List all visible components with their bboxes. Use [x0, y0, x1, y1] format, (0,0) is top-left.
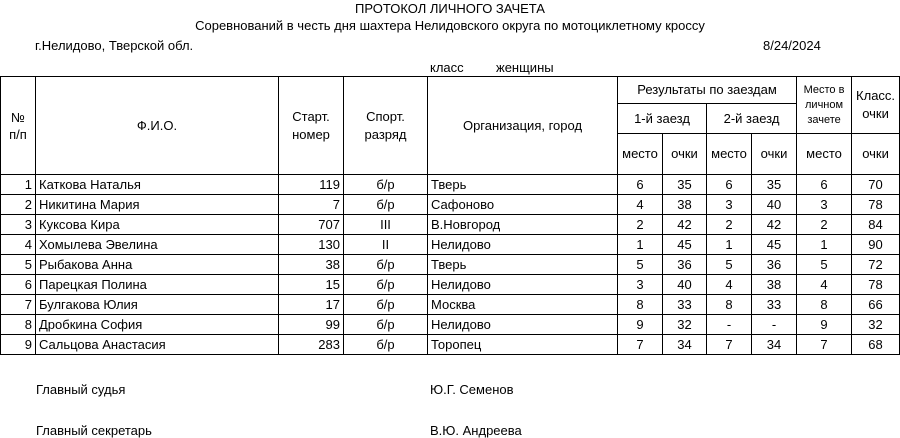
page-title: ПРОТОКОЛ ЛИЧНОГО ЗАЧЕТА — [355, 1, 545, 16]
row-name: Хомылева Эвелина — [36, 235, 279, 255]
row-race2-points: - — [752, 315, 797, 335]
row-org: Тверь — [428, 175, 618, 195]
table-row — [1, 275, 900, 295]
row-final-place: 4 — [797, 275, 852, 295]
row-race1-points: 33 — [663, 295, 707, 315]
row-race1-place: 9 — [618, 315, 663, 335]
row-start: 283 — [279, 335, 344, 355]
table-row — [1, 175, 900, 195]
row-race1-points: 45 — [663, 235, 707, 255]
row-start: 7 — [279, 195, 344, 215]
table-row — [1, 195, 900, 215]
row-num: 5 — [1, 255, 36, 275]
row-rank: б/р — [344, 255, 428, 275]
row-final-place: 5 — [797, 255, 852, 275]
row-start: 130 — [279, 235, 344, 255]
row-num: 3 — [1, 215, 36, 235]
row-race2-points: 36 — [752, 255, 797, 275]
row-num: 2 — [1, 195, 36, 215]
row-name: Куксова Кира — [36, 215, 279, 235]
row-race1-place: 4 — [618, 195, 663, 215]
row-race1-place: 8 — [618, 295, 663, 315]
row-class-points: 72 — [852, 255, 900, 275]
row-org: Нелидово — [428, 315, 618, 335]
row-final-place: 2 — [797, 215, 852, 235]
row-race2-place: 5 — [707, 255, 752, 275]
row-race2-place: 4 — [707, 275, 752, 295]
row-org: Сафоново — [428, 195, 618, 215]
row-race2-points: 45 — [752, 235, 797, 255]
row-race1-points: 32 — [663, 315, 707, 335]
row-rank: II — [344, 235, 428, 255]
row-num: 7 — [1, 295, 36, 315]
row-num: 1 — [1, 175, 36, 195]
col-header-results: Результаты по заездам — [618, 77, 797, 104]
col-header-race1-place: место — [618, 134, 663, 175]
col-header-race2-place: место — [707, 134, 752, 175]
chief-judge-name: Ю.Г. Семенов — [430, 382, 514, 397]
row-race2-points: 40 — [752, 195, 797, 215]
col-header-final-points: очки — [852, 134, 900, 175]
row-class-points: 84 — [852, 215, 900, 235]
row-name: Булгакова Юлия — [36, 295, 279, 315]
row-race1-points: 40 — [663, 275, 707, 295]
row-class-points: 90 — [852, 235, 900, 255]
row-race2-place: 7 — [707, 335, 752, 355]
row-rank: б/р — [344, 175, 428, 195]
row-race1-points: 34 — [663, 335, 707, 355]
results-table — [0, 76, 900, 355]
row-race1-place: 3 — [618, 275, 663, 295]
table-row — [1, 215, 900, 235]
row-race1-points: 38 — [663, 195, 707, 215]
col-header-race1: 1-й заезд — [618, 104, 707, 134]
row-race2-points: 35 — [752, 175, 797, 195]
table-row — [1, 255, 900, 275]
row-num: 6 — [1, 275, 36, 295]
col-header-class-points: Класс. очки — [852, 77, 900, 134]
row-name: Дробкина София — [36, 315, 279, 335]
date-text: 8/24/2024 — [763, 38, 821, 53]
row-num: 9 — [1, 335, 36, 355]
row-class-points: 66 — [852, 295, 900, 315]
row-class-points: 32 — [852, 315, 900, 335]
row-rank: б/р — [344, 315, 428, 335]
table-row — [1, 295, 900, 315]
row-name: Парецкая Полина — [36, 275, 279, 295]
row-race2-points: 34 — [752, 335, 797, 355]
row-org: Нелидово — [428, 275, 618, 295]
col-header-race1-points: очки — [663, 134, 707, 175]
row-final-place: 6 — [797, 175, 852, 195]
chief-secretary-name: В.Ю. Андреева — [430, 423, 522, 438]
col-header-race2-points: очки — [752, 134, 797, 175]
col-header-rank: Спорт. разряд — [344, 77, 428, 175]
row-race2-place: 8 — [707, 295, 752, 315]
table-row — [1, 235, 900, 255]
row-race2-place: 6 — [707, 175, 752, 195]
row-num: 4 — [1, 235, 36, 255]
chief-judge-label: Главный судья — [36, 382, 126, 397]
col-header-num: № п/п — [1, 77, 36, 175]
row-name: Каткова Наталья — [36, 175, 279, 195]
row-race2-place: 3 — [707, 195, 752, 215]
chief-secretary-label: Главный секретарь — [36, 423, 152, 438]
row-final-place: 8 — [797, 295, 852, 315]
row-race1-place: 2 — [618, 215, 663, 235]
col-header-start: Старт. номер — [279, 77, 344, 175]
row-race2-place: 2 — [707, 215, 752, 235]
row-rank: III — [344, 215, 428, 235]
col-header-race2: 2-й заезд — [707, 104, 797, 134]
location-text: г.Нелидово, Тверской обл. — [35, 38, 194, 53]
row-race1-place: 1 — [618, 235, 663, 255]
row-start: 38 — [279, 255, 344, 275]
row-final-place: 9 — [797, 315, 852, 335]
col-header-final-place: место — [797, 134, 852, 175]
row-start: 15 — [279, 275, 344, 295]
row-race1-place: 6 — [618, 175, 663, 195]
row-class-points: 78 — [852, 195, 900, 215]
row-rank: б/р — [344, 295, 428, 315]
row-race1-points: 36 — [663, 255, 707, 275]
row-race1-points: 42 — [663, 215, 707, 235]
row-org: Нелидово — [428, 235, 618, 255]
row-org: Тверь — [428, 255, 618, 275]
row-org: В.Новгород — [428, 215, 618, 235]
row-org: Москва — [428, 295, 618, 315]
row-num: 8 — [1, 315, 36, 335]
row-rank: б/р — [344, 275, 428, 295]
row-race1-points: 35 — [663, 175, 707, 195]
row-org: Торопец — [428, 335, 618, 355]
row-race2-place: 1 — [707, 235, 752, 255]
row-race2-place: - — [707, 315, 752, 335]
row-start: 707 — [279, 215, 344, 235]
class-value: женщины — [496, 60, 554, 75]
row-name: Сальцова Анастасия — [36, 335, 279, 355]
row-start: 17 — [279, 295, 344, 315]
row-race2-points: 42 — [752, 215, 797, 235]
row-race2-points: 38 — [752, 275, 797, 295]
page-subtitle: Соревнований в честь дня шахтера Нелидовского округа по мотоциклетному кроссу — [195, 18, 705, 33]
row-start: 99 — [279, 315, 344, 335]
table-row — [1, 335, 900, 355]
col-header-place: Место в личном зачете — [797, 77, 852, 134]
row-race2-points: 33 — [752, 295, 797, 315]
row-final-place: 3 — [797, 195, 852, 215]
row-class-points: 70 — [852, 175, 900, 195]
row-final-place: 7 — [797, 335, 852, 355]
col-header-name: Ф.И.О. — [36, 77, 279, 175]
row-start: 119 — [279, 175, 344, 195]
table-row — [1, 315, 900, 335]
row-name: Никитина Мария — [36, 195, 279, 215]
row-rank: б/р — [344, 195, 428, 215]
row-race1-place: 5 — [618, 255, 663, 275]
row-class-points: 78 — [852, 275, 900, 295]
row-class-points: 68 — [852, 335, 900, 355]
row-final-place: 1 — [797, 235, 852, 255]
row-race1-place: 7 — [618, 335, 663, 355]
row-name: Рыбакова Анна — [36, 255, 279, 275]
col-header-org: Организация, город — [428, 77, 618, 175]
row-rank: б/р — [344, 335, 428, 355]
class-label: класс — [430, 60, 464, 75]
